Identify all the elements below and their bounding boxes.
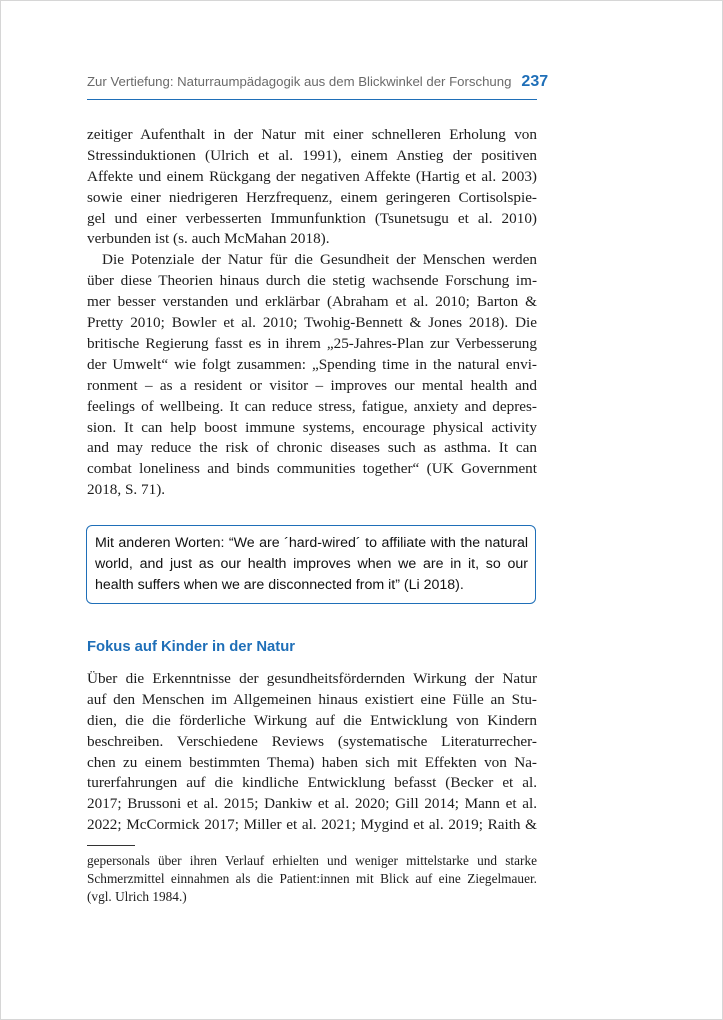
text-line: sowie einer niedrigeren Herzfrequenz, einem geringeren Cortisolspie- xyxy=(87,188,537,206)
running-header xyxy=(87,73,549,91)
footnote-rule xyxy=(87,845,135,846)
quote-line: Mit anderen Worten: “We are ´hard-wired´ to affiliate with the natural xyxy=(95,535,528,551)
text-line: dien, die die förderliche Wirkung auf die Entwicklung von Kindern xyxy=(87,711,537,729)
quote-box xyxy=(86,525,536,604)
text-line: Über die Erkenntnisse der gesundheitsfördernden Wirkung der Natur xyxy=(87,670,537,687)
text-line: Stressinduktionen (Ulrich et al. 1991), einem Anstieg der positiven xyxy=(87,146,537,164)
text-line: zeitiger Aufenthalt in der Natur mit einer schnelleren Erholung von xyxy=(87,126,537,143)
text-line: über diese Theorien hinaus durch die stetig wachsende Forschung im- xyxy=(87,272,537,290)
quote-line: health suffers when we are disconnected from it” (Li 2018). xyxy=(95,577,464,593)
text-line: gel und einer verbesserten Immunfunktion (Tsunetsugu et al. 2010) xyxy=(87,209,537,227)
section-heading: Fokus auf Kinder in der Natur xyxy=(87,639,296,655)
text-line: and may reduce the risk of chronic diseases such as asthma. It can xyxy=(87,439,537,457)
paragraph-3 xyxy=(87,669,537,836)
text-line: mer besser verstanden und erklärbar (Abraham et al. 2010; Barton & xyxy=(87,293,537,311)
text-line: combat loneliness and binds communities together“ (UK Government xyxy=(87,460,537,478)
text-line: verbunden ist (s. auch McMahan 2018). xyxy=(87,230,330,248)
quote-line: world, and just as our health improves when we are in it, so our xyxy=(95,556,528,572)
text-line: auf den Menschen im Allgemeinen hinaus existiert eine Fülle an Stu- xyxy=(87,690,537,708)
text-line: sion. It can help boost immune systems, encourage physical activity xyxy=(87,418,537,436)
header-rule xyxy=(87,99,537,100)
text-line: Affekte und einem Rückgang der negativen Affekte (Hartig et al. 2003) xyxy=(87,167,537,185)
paragraph-1 xyxy=(87,125,537,250)
footnote xyxy=(87,852,537,906)
text-line: beschreiben. Verschiedene Reviews (systematische Literaturrecher- xyxy=(87,732,537,750)
footnote-line: (vgl. Ulrich 1984.) xyxy=(87,889,187,904)
footnote-line: gepersonals über ihren Verlauf erhielten und weniger mittelstarke und starke xyxy=(87,853,537,868)
text-line: 2018, S. 71). xyxy=(87,481,166,499)
text-line: ronment – as a resident or visitor – improves our mental health and xyxy=(87,376,537,394)
text-line: britische Regierung fasst es in ihrem „25-Jahres-Plan zur Verbesserung xyxy=(87,334,537,352)
text-line: 2017; Brussoni et al. 2015; Dankiw et al. 2020; Gill 2014; Mann et al. xyxy=(87,795,537,813)
text-line: Die Potenziale der Natur für die Gesundheit der Menschen werden xyxy=(102,251,537,269)
footnote-line: Schmerzmittel einnahmen als die Patient:innen mit Blick auf eine Ziegelmauer. xyxy=(87,871,537,886)
header-title: Zur Vertiefung: Naturraumpädagogik aus dem Blickwinkel der Forschung xyxy=(87,74,512,89)
page-number: 237 xyxy=(521,73,549,90)
text-line: turerfahrungen auf die kindliche Entwicklung befasst (Becker et al. xyxy=(87,774,537,792)
text-line: 2022; McCormick 2017; Miller et al. 2021; Mygind et al. 2019; Raith & xyxy=(87,816,537,834)
text-line: feelings of wellbeing. It can reduce stress, fatigue, anxiety and depres- xyxy=(87,397,537,415)
text-line: der Umwelt“ wie folgt zusammen: „Spending time in the natural envi- xyxy=(87,355,537,373)
text-line: chen zu einem bestimmten Thema) haben sich mit Effekten von Na- xyxy=(87,753,537,771)
text-line: Pretty 2010; Bowler et al. 2010; Twohig-Bennett & Jones 2018). Die xyxy=(87,314,537,332)
paragraph-2 xyxy=(87,250,537,501)
